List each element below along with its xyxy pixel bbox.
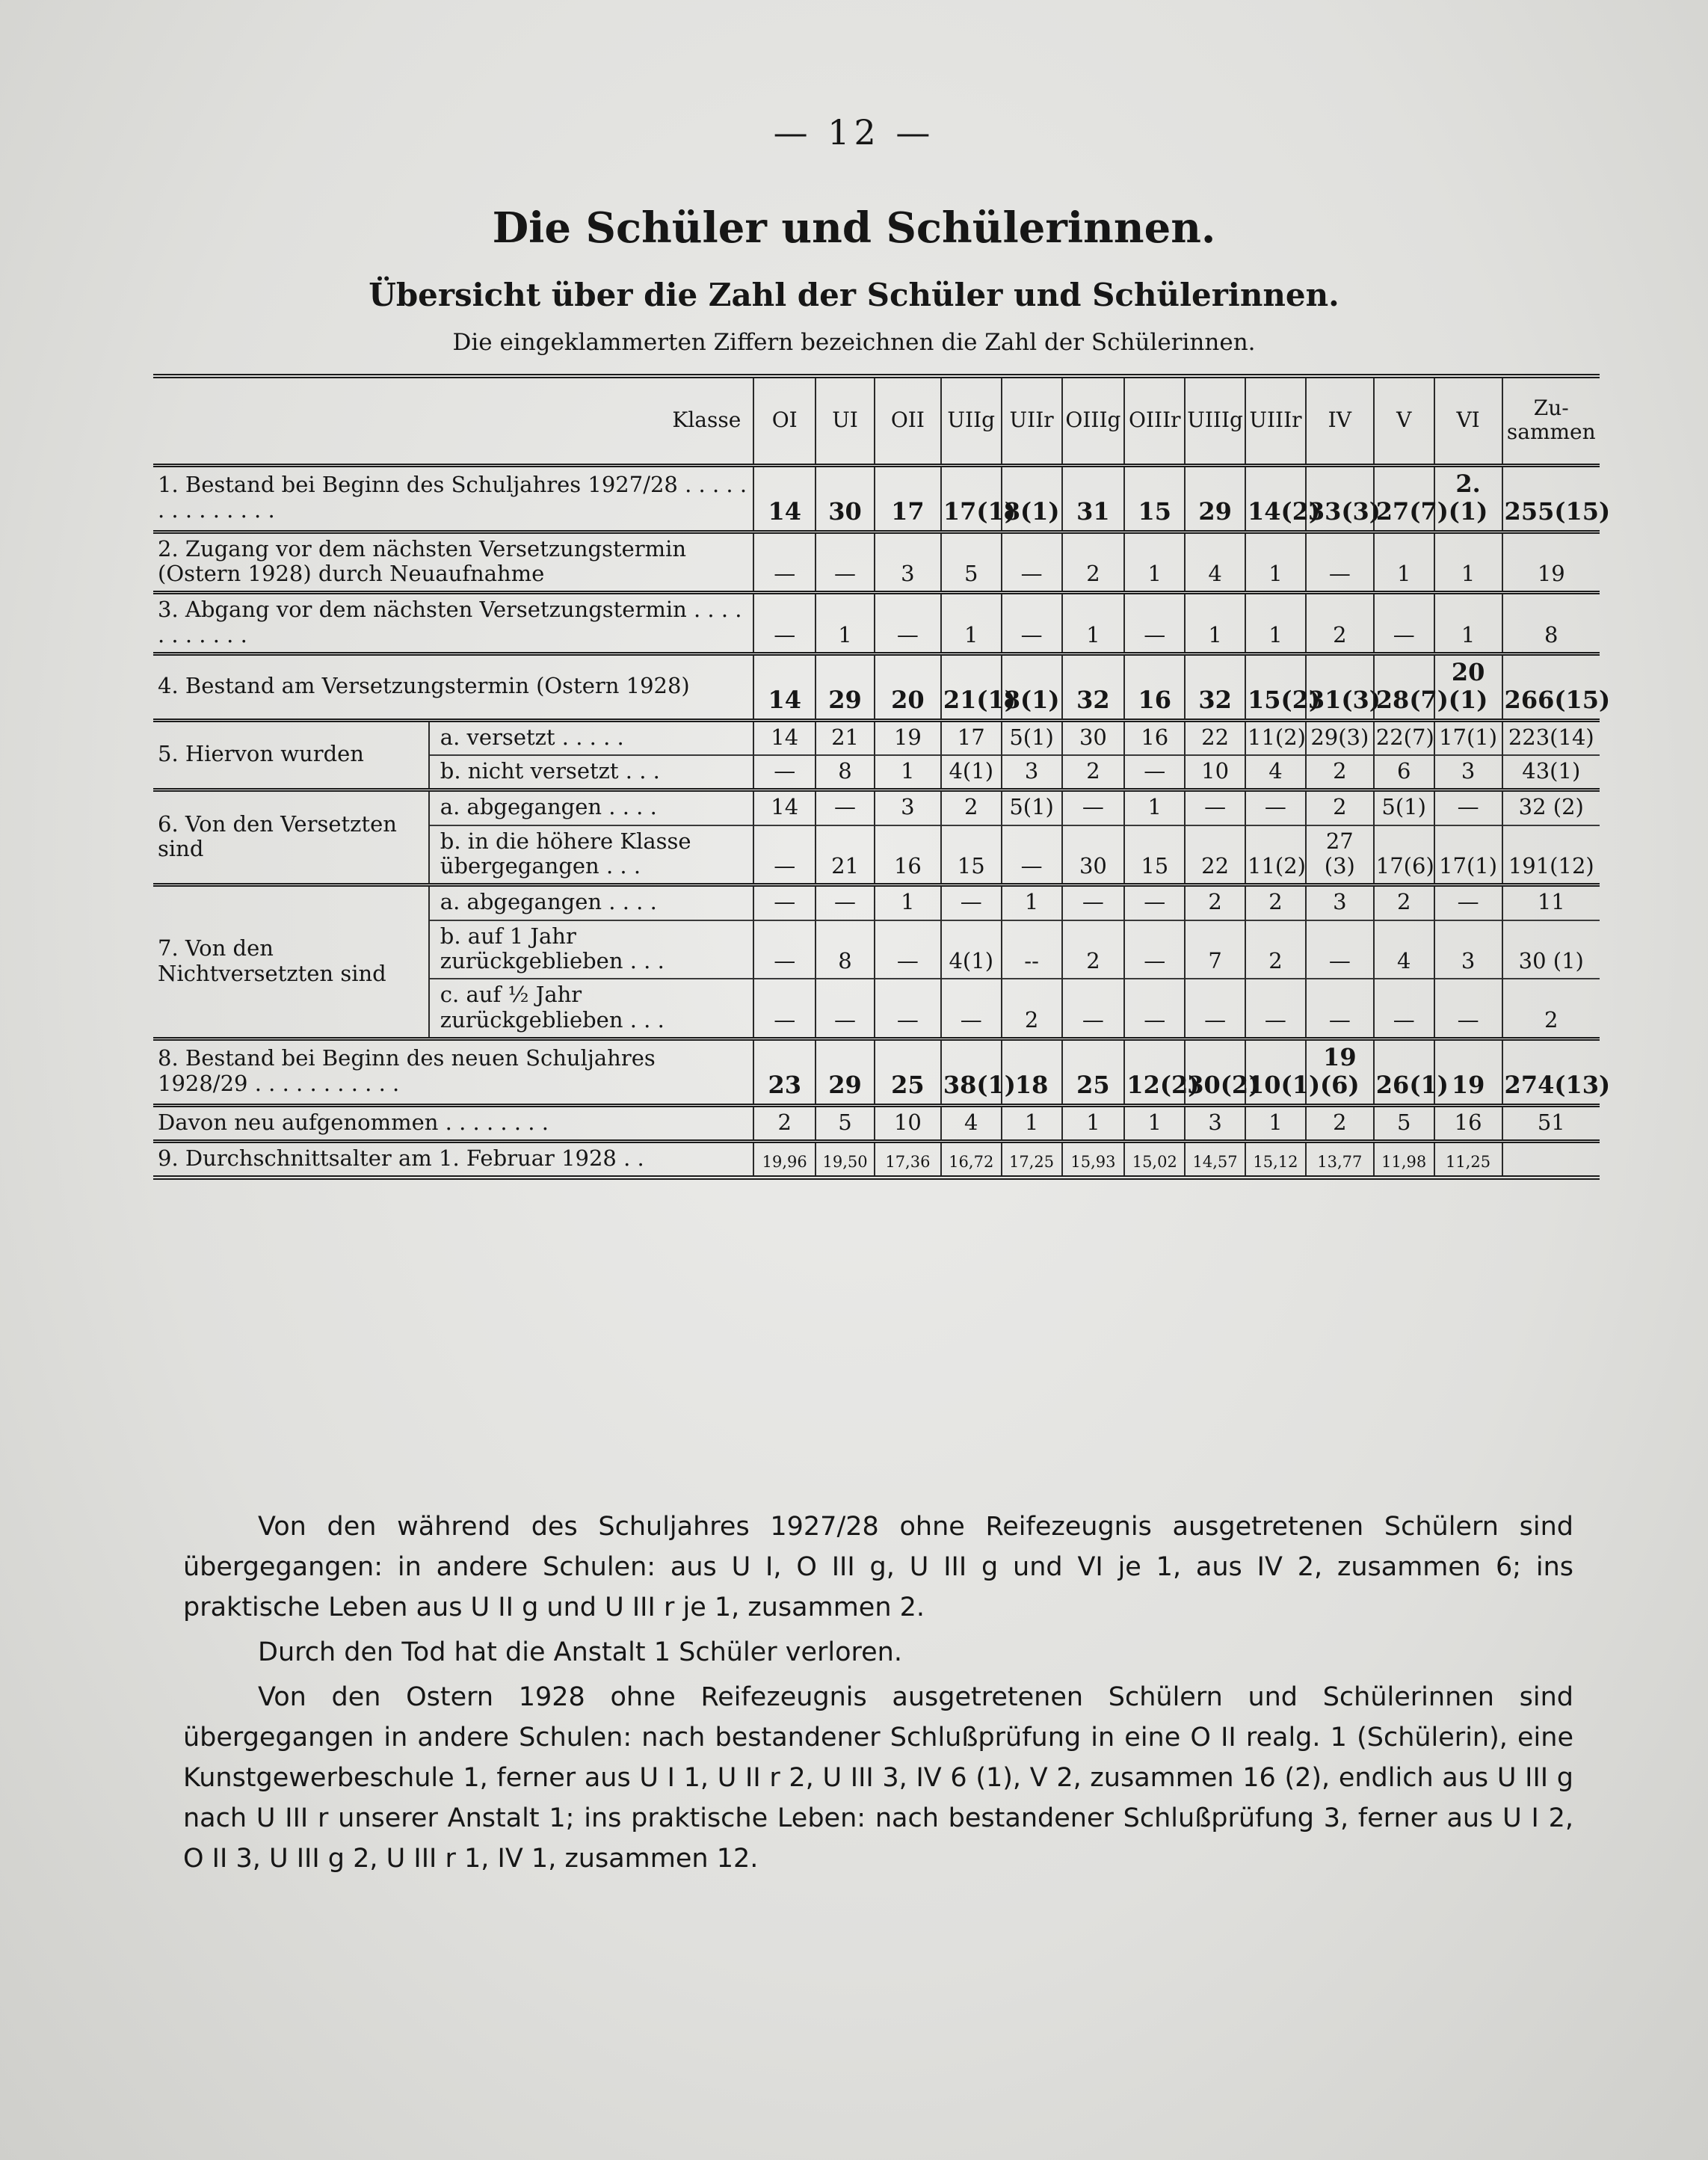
table-cell: 5 (816, 1105, 875, 1141)
table-cell: 16 (1124, 720, 1185, 755)
table-cell: 2 (1374, 885, 1434, 920)
table-cell: 1 (1062, 1105, 1125, 1141)
table-cell: 15(2) (1245, 653, 1306, 720)
table-row (153, 593, 1600, 654)
table-cell: 2 (1306, 790, 1374, 825)
table-cell: 3 (875, 532, 941, 593)
table-cell: — (1124, 755, 1185, 790)
table-cell: 14,57 (1185, 1141, 1245, 1178)
table-cell: 11,25 (1434, 1141, 1502, 1178)
table-cell: — (816, 979, 875, 1039)
table-cell: — (753, 920, 816, 979)
table-cell: 38(1) (941, 1039, 1002, 1106)
table-cell: — (816, 790, 875, 825)
table-cell: 30 (1) (1502, 920, 1600, 979)
table-row (153, 1105, 1600, 1141)
table-cell: 15,93 (1062, 1141, 1125, 1178)
table-cell: — (1434, 979, 1502, 1039)
table-cell: 16 (1124, 653, 1185, 720)
column-header: OIIIr (1124, 376, 1185, 466)
table-cell: 11 (1502, 885, 1600, 920)
table-cell: — (1185, 790, 1245, 825)
table-cell: — (816, 885, 875, 920)
table-cell: 16,72 (941, 1141, 1002, 1178)
row-label: 2. Zugang vor dem nächsten Versetzungstermin (Ostern 1928) durch Neuaufnahme (153, 532, 753, 593)
table-cell: — (875, 593, 941, 654)
table-cell: 21 (816, 825, 875, 885)
paragraph: Von den während des Schuljahres 1927/28 ohne Reifezeugnis ausgetretenen Schülern sind übergegangen: in andere Schulen: aus U I, O III g, U III g und VI je 1, aus IV 2, zusammen 6; ins praktische Leben aus U II g und U III r je 1, zusammen 2. (183, 1512, 1573, 1622)
row-label: 4. Bestand am Versetzungstermin (Ostern 1928) (153, 653, 753, 720)
table-cell: 13,77 (1306, 1141, 1374, 1178)
table-cell: 43(1) (1502, 755, 1600, 790)
table-cell: 30 (816, 466, 875, 532)
table-cell: 2 (1062, 532, 1125, 593)
table-cell: — (1002, 532, 1062, 593)
table-cell: 4(1) (941, 920, 1002, 979)
paragraph: Von den Ostern 1928 ohne Reifezeugnis ausgetretenen Schülern und Schülerinnen sind übergegangen in andere Schulen: nach bestandener Schlußprüfung in eine O II realg. 1 (Schülerin), eine Kunstgewerbeschule 1, ferner aus U I 1, U II r 2, U III 3, IV 6 (1), V 2, zusammen 16 (2), endlich aus U III g nach U III r unserer Anstalt 1; ins praktische Leben: nach bestandener Schlußprüfung 3, ferner aus U I 2, O II 3, U III g 2, U III r 1, IV 1, zusammen 12. (183, 1682, 1573, 1874)
table-cell: 7 (1185, 920, 1245, 979)
row-sublabel: a. abgegangen . . . . (429, 885, 753, 920)
table-cell: 14 (753, 466, 816, 532)
table-cell: — (1124, 593, 1185, 654)
table-header-row (153, 376, 1600, 466)
table-cell: 11,98 (1374, 1141, 1434, 1178)
table-cell: 29 (816, 653, 875, 720)
table-cell: 223(14) (1502, 720, 1600, 755)
table-cell: 4(1) (941, 755, 1002, 790)
page-title: Die Schüler und Schülerinnen. (492, 203, 1216, 253)
table-cell: -- (1002, 920, 1062, 979)
table-cell: 21 (816, 720, 875, 755)
table-cell: — (1245, 790, 1306, 825)
table-cell: 5(1) (1002, 790, 1062, 825)
column-header: IV (1306, 376, 1374, 466)
table-row (153, 1039, 1600, 1106)
table-row (153, 532, 1600, 593)
table-cell: 274(13) (1502, 1039, 1600, 1106)
table-cell: — (753, 979, 816, 1039)
column-header: UIIIr (1245, 376, 1306, 466)
table-cell: 19 (875, 720, 941, 755)
column-header: UI (816, 376, 875, 466)
table-cell: — (1124, 920, 1185, 979)
table-cell: 2 (1306, 755, 1374, 790)
group-label: 6. Von den Versetzten sind (153, 790, 429, 885)
table-row (153, 1141, 1600, 1178)
table-cell: — (753, 755, 816, 790)
table-cell: 15,12 (1245, 1141, 1306, 1178)
table-cell: 10(1) (1245, 1039, 1306, 1106)
table-cell: 3 (1002, 755, 1062, 790)
table-cell: 1 (1124, 790, 1185, 825)
table-cell: 14 (753, 790, 816, 825)
table-cell: 5(1) (1374, 790, 1434, 825)
table-row (153, 790, 1600, 825)
table-row (153, 885, 1600, 920)
table-cell: 29 (1185, 466, 1245, 532)
klasse-header: Klasse (153, 376, 753, 466)
table-cell: 1 (1002, 1105, 1062, 1141)
table-cell: 6 (1374, 755, 1434, 790)
table-cell: 26(1) (1374, 1039, 1434, 1106)
table-cell: 32 (1062, 653, 1125, 720)
table-cell: 17,25 (1002, 1141, 1062, 1178)
column-header: OI (753, 376, 816, 466)
table-cell: 4 (1185, 532, 1245, 593)
table-cell: 2 (941, 790, 1002, 825)
table-cell: 17(1) (941, 466, 1002, 532)
table-cell: 1 (1002, 885, 1062, 920)
table-cell: 4 (1374, 920, 1434, 979)
table-cell: 16 (875, 825, 941, 885)
table-cell: 8(1) (1002, 653, 1062, 720)
table-cell: — (1124, 885, 1185, 920)
table-cell: 4 (941, 1105, 1002, 1141)
table-cell: — (1062, 885, 1125, 920)
table-cell: — (1374, 593, 1434, 654)
column-header: OII (875, 376, 941, 466)
table-cell: — (816, 532, 875, 593)
row-label: 9. Durchschnittsalter am 1. Februar 1928 . . (153, 1141, 753, 1178)
table-cell: 8 (816, 755, 875, 790)
table-cell: 1 (1434, 532, 1502, 593)
table-cell: — (1434, 790, 1502, 825)
table-cell: 1 (875, 755, 941, 790)
table-cell: 1 (1062, 593, 1125, 654)
row-sublabel: a. versetzt . . . . . (429, 720, 753, 755)
table-cell: 191(12) (1502, 825, 1600, 885)
table-cell: 2 (1306, 1105, 1374, 1141)
table-cell: — (1306, 979, 1374, 1039)
row-sublabel: c. auf ½ Jahr zurückgeblieben . . . (429, 979, 753, 1039)
table-cell: 2 (1306, 593, 1374, 654)
table-cell: 30 (1062, 720, 1125, 755)
column-header: UIIg (941, 376, 1002, 466)
row-sublabel: b. nicht versetzt . . . (429, 755, 753, 790)
table-cell: 33(3) (1306, 466, 1374, 532)
table-cell: — (941, 979, 1002, 1039)
table-cell: 14(2) (1245, 466, 1306, 532)
table-cell: 17 (941, 720, 1002, 755)
table-cell: 21(1) (941, 653, 1002, 720)
table-cell: 20 (1) (1434, 653, 1502, 720)
table-cell: — (1374, 979, 1434, 1039)
table-cell: 1 (1245, 1105, 1306, 1141)
table-cell: — (753, 885, 816, 920)
table-cell: — (1245, 979, 1306, 1039)
table-cell: 25 (875, 1039, 941, 1106)
table-cell: 25 (1062, 1039, 1125, 1106)
table-cell: 17(6) (1374, 825, 1434, 885)
table-cell: 2 (753, 1105, 816, 1141)
table-cell: 17(1) (1434, 720, 1502, 755)
table-cell: — (753, 532, 816, 593)
table-cell: — (1124, 979, 1185, 1039)
table-cell: 10 (875, 1105, 941, 1141)
table-cell: 11(2) (1245, 825, 1306, 885)
table-cell: 8 (816, 920, 875, 979)
column-header: VI (1434, 376, 1502, 466)
table-cell: 3 (1306, 885, 1374, 920)
table-cell: 15 (1124, 466, 1185, 532)
table-cell: 3 (1185, 1105, 1245, 1141)
table-cell: 1 (941, 593, 1002, 654)
table-cell: 31(3) (1306, 653, 1374, 720)
column-header: UIIr (1002, 376, 1062, 466)
table-cell: 1 (1434, 593, 1502, 654)
row-label: 8. Bestand bei Beginn des neuen Schuljahres 1928/29 . . . . . . . . . . . (153, 1039, 753, 1106)
table-cell: 1 (1245, 532, 1306, 593)
table-cell: 27 (3) (1306, 825, 1374, 885)
table-cell: — (875, 979, 941, 1039)
table-cell: 22 (1185, 720, 1245, 755)
table-cell: 4 (1245, 755, 1306, 790)
table-cell: 28(7) (1374, 653, 1434, 720)
table-cell: 15,02 (1124, 1141, 1185, 1178)
table-row (153, 720, 1600, 755)
table-cell: 8(1) (1002, 466, 1062, 532)
table-cell: — (1434, 885, 1502, 920)
table-cell: 19,50 (816, 1141, 875, 1178)
table-cell: 29(3) (1306, 720, 1374, 755)
table-cell: — (753, 825, 816, 885)
table-cell: 2 (1245, 920, 1306, 979)
column-header: V (1374, 376, 1434, 466)
table-cell: 3 (1434, 755, 1502, 790)
table-cell: 1 (1185, 593, 1245, 654)
group-label: 7. Von den Nichtversetzten sind (153, 885, 429, 1039)
row-sublabel: a. abgegangen . . . . (429, 790, 753, 825)
table-cell: 266(15) (1502, 653, 1600, 720)
table-cell: — (875, 920, 941, 979)
table-cell: 30(2) (1185, 1039, 1245, 1106)
table-cell: 2 (1002, 979, 1062, 1039)
table-cell: 2 (1245, 885, 1306, 920)
table-cell: 19 (1434, 1039, 1502, 1106)
table-note: Die eingeklammerten Ziffern bezeichnen die Zahl der Schülerinnen. (452, 329, 1256, 356)
page-number: — 12 — (773, 112, 935, 153)
table-cell: 2 (1502, 979, 1600, 1039)
table-cell (1502, 1141, 1600, 1178)
column-header: UIIIg (1185, 376, 1245, 466)
table-cell: — (1002, 593, 1062, 654)
table-cell: 2 (1062, 920, 1125, 979)
table-cell: — (1002, 825, 1062, 885)
row-label: 3. Abgang vor dem nächsten Versetzungstermin . . . . . . . . . . . (153, 593, 753, 654)
table-cell: 8 (1502, 593, 1600, 654)
table-cell: 31 (1062, 466, 1125, 532)
paragraph: Durch den Tod hat die Anstalt 1 Schüler verloren. (258, 1637, 902, 1667)
row-label: Davon neu aufgenommen . . . . . . . . (153, 1105, 753, 1141)
table-cell: 32 (2) (1502, 790, 1600, 825)
table-cell: 23 (753, 1039, 816, 1106)
table-cell: 5(1) (1002, 720, 1062, 755)
table-cell: 27(7) (1374, 466, 1434, 532)
table-cell: 2 (1062, 755, 1125, 790)
student-statistics-table (153, 374, 1611, 1180)
table-cell: — (753, 593, 816, 654)
table-cell: 1 (816, 593, 875, 654)
table-cell: 22(7) (1374, 720, 1434, 755)
table-cell: 255(15) (1502, 466, 1600, 532)
table-cell: 14 (753, 653, 816, 720)
table-cell: 11(2) (1245, 720, 1306, 755)
table-cell: 5 (941, 532, 1002, 593)
row-sublabel: b. in die höhere Klasse übergegangen . . . (429, 825, 753, 885)
table-cell: 12(2) (1124, 1039, 1185, 1106)
table-cell: 51 (1502, 1105, 1600, 1141)
table-cell: — (1185, 979, 1245, 1039)
table-cell: 14 (753, 720, 816, 755)
table-cell: 30 (1062, 825, 1125, 885)
row-sublabel: b. auf 1 Jahr zurückgeblieben . . . (429, 920, 753, 979)
table-cell: 32 (1185, 653, 1245, 720)
table-cell: 19 (1502, 532, 1600, 593)
column-header: OIIIg (1062, 376, 1125, 466)
table-cell: — (941, 885, 1002, 920)
table-cell: — (1062, 790, 1125, 825)
table-cell: 10 (1185, 755, 1245, 790)
table-cell: 3 (875, 790, 941, 825)
table-cell: 15 (941, 825, 1002, 885)
table-cell: 22 (1185, 825, 1245, 885)
table-cell: 1 (875, 885, 941, 920)
table-cell: 19,96 (753, 1141, 816, 1178)
table-cell: 5 (1374, 1105, 1434, 1141)
table-cell: 1 (1245, 593, 1306, 654)
body-text (183, 1507, 1573, 1879)
column-header: Zu-sammen (1502, 376, 1600, 466)
table-cell: 29 (816, 1039, 875, 1106)
table-cell: — (1062, 979, 1125, 1039)
table-cell: 16 (1434, 1105, 1502, 1141)
table-cell: 1 (1124, 532, 1185, 593)
table-row (153, 466, 1600, 532)
table-cell: 15 (1124, 825, 1185, 885)
table-cell: 3 (1434, 920, 1502, 979)
table-cell: 20 (875, 653, 941, 720)
page-subtitle: Übersicht über die Zahl der Schüler und Schülerinnen. (369, 277, 1339, 313)
table-cell: 17,36 (875, 1141, 941, 1178)
table-cell: 2 (1185, 885, 1245, 920)
table-cell: 1 (1124, 1105, 1185, 1141)
table-cell: 18 (1002, 1039, 1062, 1106)
row-label: 1. Bestand bei Beginn des Schuljahres 1927/28 . . . . . . . . . . . . . . (153, 466, 753, 532)
table-cell: — (1306, 532, 1374, 593)
table-cell: 2.(1) (1434, 466, 1502, 532)
table-cell: 19 (6) (1306, 1039, 1374, 1106)
table-cell: 1 (1374, 532, 1434, 593)
table-cell: 17(1) (1434, 825, 1502, 885)
table-cell: — (1306, 920, 1374, 979)
table-row (153, 653, 1600, 720)
group-label: 5. Hiervon wurden (153, 720, 429, 790)
table-cell: 17 (875, 466, 941, 532)
